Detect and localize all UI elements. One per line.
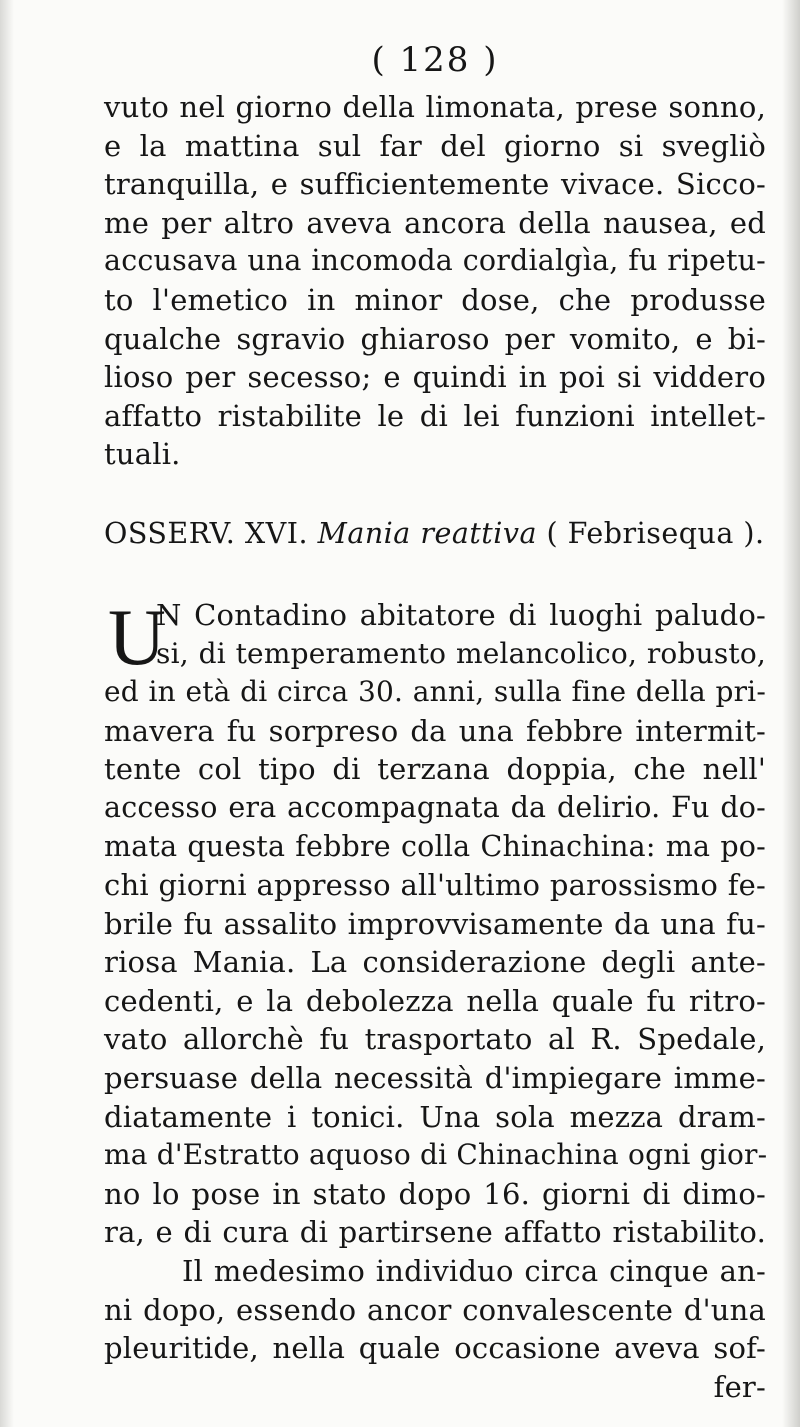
text-line: ra, e di cura di partirsene affatto ristabilito. [104, 1215, 766, 1250]
page-left-edge [0, 0, 14, 1427]
text-line: persuase della necessità d'impiegare imme- [104, 1061, 766, 1096]
text-line: qualche sgravio ghiaroso per vomito, e bi- [104, 321, 766, 356]
observation-note: ( Febrisequa ). [546, 516, 765, 550]
observation-heading [104, 514, 766, 558]
page-content [104, 40, 766, 1406]
text-line: N Contadino abitatore di luoghi paludo- [156, 597, 766, 632]
observation-paragraph [104, 593, 768, 1252]
text-line: si, di temperamento melancolico, robusto, [156, 636, 766, 670]
page-number: ( 128 ) [371, 40, 499, 80]
text-line: me per altro aveva ancora della nausea, ed [104, 205, 766, 240]
text-line: ni dopo, essendo ancor convalescente d'una [104, 1292, 766, 1327]
text-line: tuali. [104, 437, 181, 472]
text-line: e la mattina sul far del giorno si svegliò [104, 128, 766, 163]
text-line: ed in età di circa 30. anni, sulla fine della pri- [104, 675, 766, 709]
observation-title: Mania reattiva [317, 516, 537, 550]
text-line: ma d'Estratto aquoso di Chinachina ogni gior- [104, 1138, 768, 1172]
observation-number: OSSERV. XVI. [104, 516, 309, 550]
text-line: cedenti, e la debolezza nella quale fu ritro- [104, 983, 766, 1018]
text-line: tente col tipo di terzana doppia, che nell' [104, 752, 766, 787]
text-line: brile fu assalito improvvisamente da una fu- [104, 906, 766, 941]
text-line: vato allorchè fu trasportato al R. Spedale, [104, 1022, 766, 1057]
text-line: mavera fu sorpreso da una febbre intermit- [104, 713, 766, 748]
text-line: affatto ristabilite le di lei funzioni intellet- [104, 398, 766, 433]
drop-cap: U [108, 593, 166, 682]
text-line: vuto nel giorno della limonata, prese sonno, [104, 90, 766, 124]
catchword: fer- [713, 1369, 766, 1404]
text-line: riosa Mania. La considerazione degli ante- [104, 945, 766, 980]
text-line: lioso per secesso; e quindi in poi si viddero [104, 360, 766, 395]
text-line: to l'emetico in minor dose, che produsse [104, 282, 766, 317]
text-line: tranquilla, e sufficientemente vivace. Sicco- [104, 167, 766, 202]
text-line: pleuritide, nella quale occasione aveva sof- [104, 1331, 766, 1366]
next-paragraph [104, 1252, 766, 1368]
text-line: mata questa febbre colla Chinachina: ma po- [104, 829, 766, 863]
text-line: accesso era accompagnata da delirio. Fu do- [104, 790, 766, 824]
text-line: no lo pose in stato dopo 16. giorni di dimo- [104, 1176, 766, 1211]
text-line: Il medesimo individuo circa cinque an- [182, 1254, 766, 1289]
text-line: accusava una incomoda cordialgìa, fu ripetu- [104, 244, 766, 278]
continued-paragraph [104, 88, 766, 474]
page-right-edge [782, 0, 800, 1427]
text-line: chi giorni appresso all'ultimo parossismo fe- [104, 868, 766, 903]
text-line: diatamente i tonici. Una sola mezza dram- [104, 1099, 766, 1134]
